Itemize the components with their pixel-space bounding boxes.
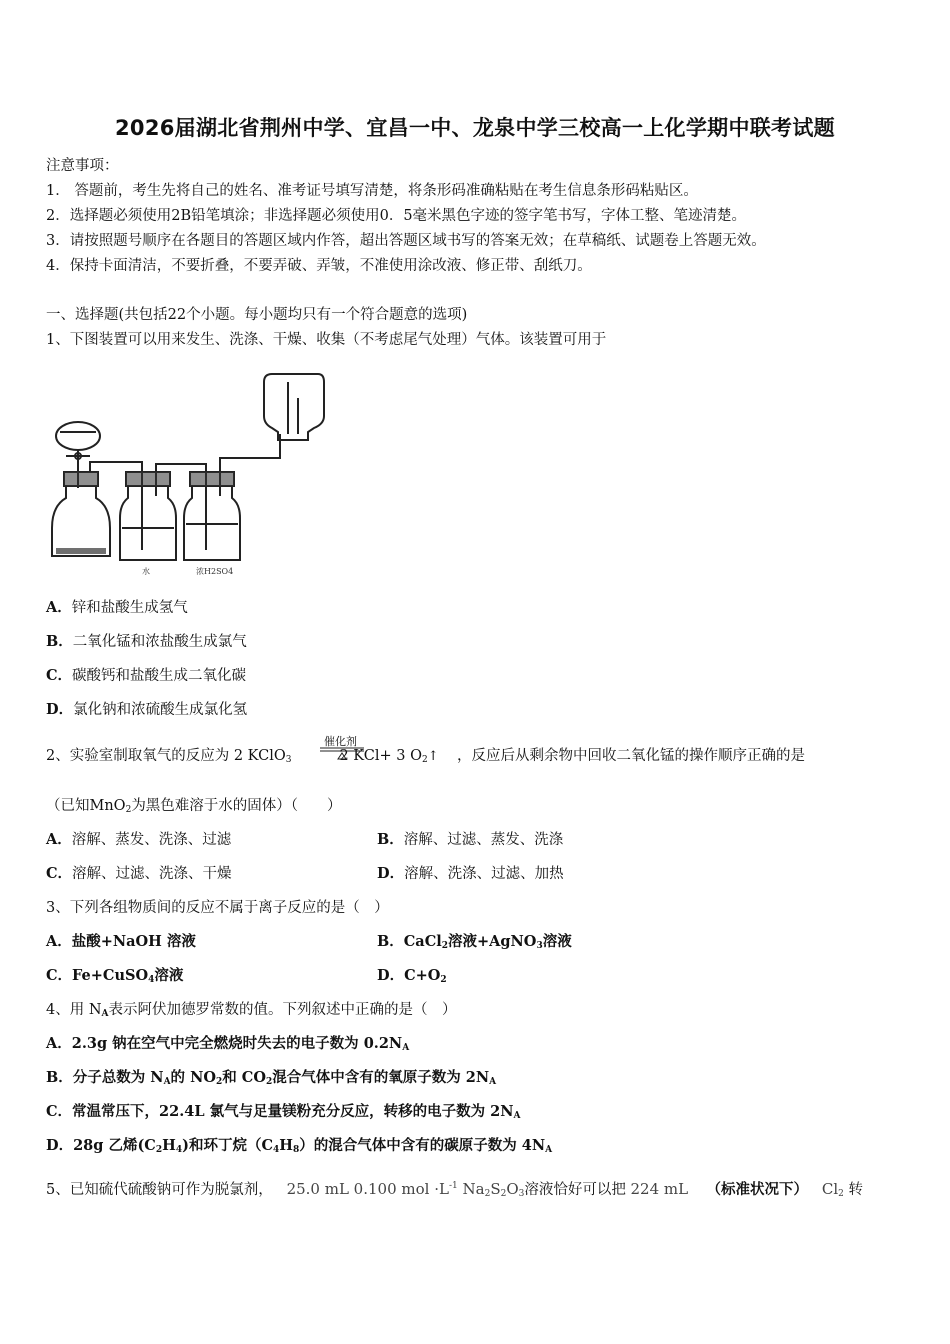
thiosulfate-formula: 25.0 mL 0.100 mol $\cdot L^{-1}$ $Na_2S_2O_3$ [286, 1180, 525, 1199]
q3-option-b[interactable]: B．CaCl$_2$溶液+AgNO$_3$溶液 [377, 933, 572, 951]
question-2-stem: 2、实验室制取氧气的反应为 2 KClO$_3$ 2 KCl+ 3 $O_2↑$ ，反应后从剩余物中回收二氧化锰的操作顺序正确的是 [46, 748, 806, 765]
notice-item-4: 4．保持卡面清洁，不要折叠，不要弄破、弄皱，不准使用涂改液、修正带、刮纸刀。 [46, 258, 592, 274]
q1-option-c[interactable]: C．碳酸钙和盐酸生成二氧化碳 [46, 667, 247, 684]
section-heading: 一、选择题(共包括22个小题。每小题均只有一个符合题意的选项) [46, 307, 468, 323]
q4-option-a[interactable]: A．2.3g 钠在空气中完全燃烧时失去的电子数为 $0.2N_A$ [46, 1035, 410, 1053]
q1-option-b[interactable]: B．二氧化锰和浓盐酸生成氯气 [46, 633, 247, 650]
label-water: 水 [142, 567, 150, 576]
question-1-stem: 1、下图装置可以用来发生、洗涤、干燥、收集（不考虑尾气处理）气体。该装置可用于 [46, 332, 607, 348]
question-4-stem: 4、用 $N_A$表示阿伏加德罗常数的值。下列叙述中正确的是（ ） [46, 1002, 457, 1019]
question-2-note: （已知MnO$_2$为黑色难溶于水的固体）（ ） [46, 798, 342, 815]
q3-option-d[interactable]: D．$C+O_2$ [377, 967, 447, 985]
notice-item-2: 2．选择题必须使用2B铅笔填涂；非选择题必须使用0．5毫米黑色字迹的签字笔书写，字体工整、笔迹清楚。 [46, 208, 747, 224]
page-title: 2026届湖北省荆州中学、宜昌一中、龙泉中学三校高一上化学期中联考试题 [115, 116, 835, 140]
notice-item-3: 3．请按照题号顺序在各题目的答题区域内作答，超出答题区域书写的答案无效；在草稿纸、试题卷上答题无效。 [46, 233, 766, 249]
notice-heading: 注意事项： [46, 158, 119, 174]
q1-option-a[interactable]: A．锌和盐酸生成氢气 [46, 599, 188, 616]
gas-apparatus-figure [46, 368, 336, 578]
q2-option-a[interactable]: A．溶解、蒸发、洗涤、过滤 [46, 831, 232, 848]
catalyst-condition: 催化剂 [320, 733, 364, 763]
q4-option-c[interactable]: C．常温常压下，22.4L 氯气与足量镁粉充分反应，转移的电子数为 $2N_A$ [46, 1103, 521, 1121]
q4-option-d[interactable]: D．28g 乙烯$(C_2H_4)$和环丁烷$(C_4H_8)$的混合气体中含有的碳原子数为 $4N_A$ [46, 1137, 553, 1155]
q1-option-d[interactable]: D．氯化钠和浓硫酸生成氯化氢 [46, 701, 248, 718]
q2-option-b[interactable]: B．溶解、过滤、蒸发、洗涤 [377, 831, 564, 848]
label-conc-sulfuric: 浓H2SO4 [196, 567, 234, 576]
q3-option-a[interactable]: A．盐酸+NaOH 溶液 [46, 933, 196, 950]
notice-item-1: 1． 答题前，考生先将自己的姓名、准考证号填写清楚，将条形码准确粘贴在考生信息条形码粘贴区。 [46, 183, 698, 199]
q3-option-c[interactable]: C．Fe+CuSO$_4$溶液 [46, 967, 184, 985]
q2-option-c[interactable]: C．溶解、过滤、洗涤、干燥 [46, 865, 232, 882]
question-3-stem: 3、下列各组物质间的反应不属于离子反应的是（ ） [46, 900, 389, 916]
heating-triangle-icon [320, 733, 364, 763]
q4-option-b[interactable]: B．分子总数为 $N_A$的 $NO_2$和 $CO_2$混合气体中含有的氧原子数为 $2N_A$ [46, 1069, 497, 1087]
question-5-stem: 5、已知硫代硫酸钠可作为脱氯剂， 25.0 mL 0.100 mol $\cdot L^{-1}$ $Na_2S_2O_3$溶液恰好可以把 224 mL （标准状况下） $Cl_2$ 转 [46, 1180, 863, 1199]
q2-option-d[interactable]: D．溶解、洗涤、过滤、加热 [377, 865, 564, 882]
